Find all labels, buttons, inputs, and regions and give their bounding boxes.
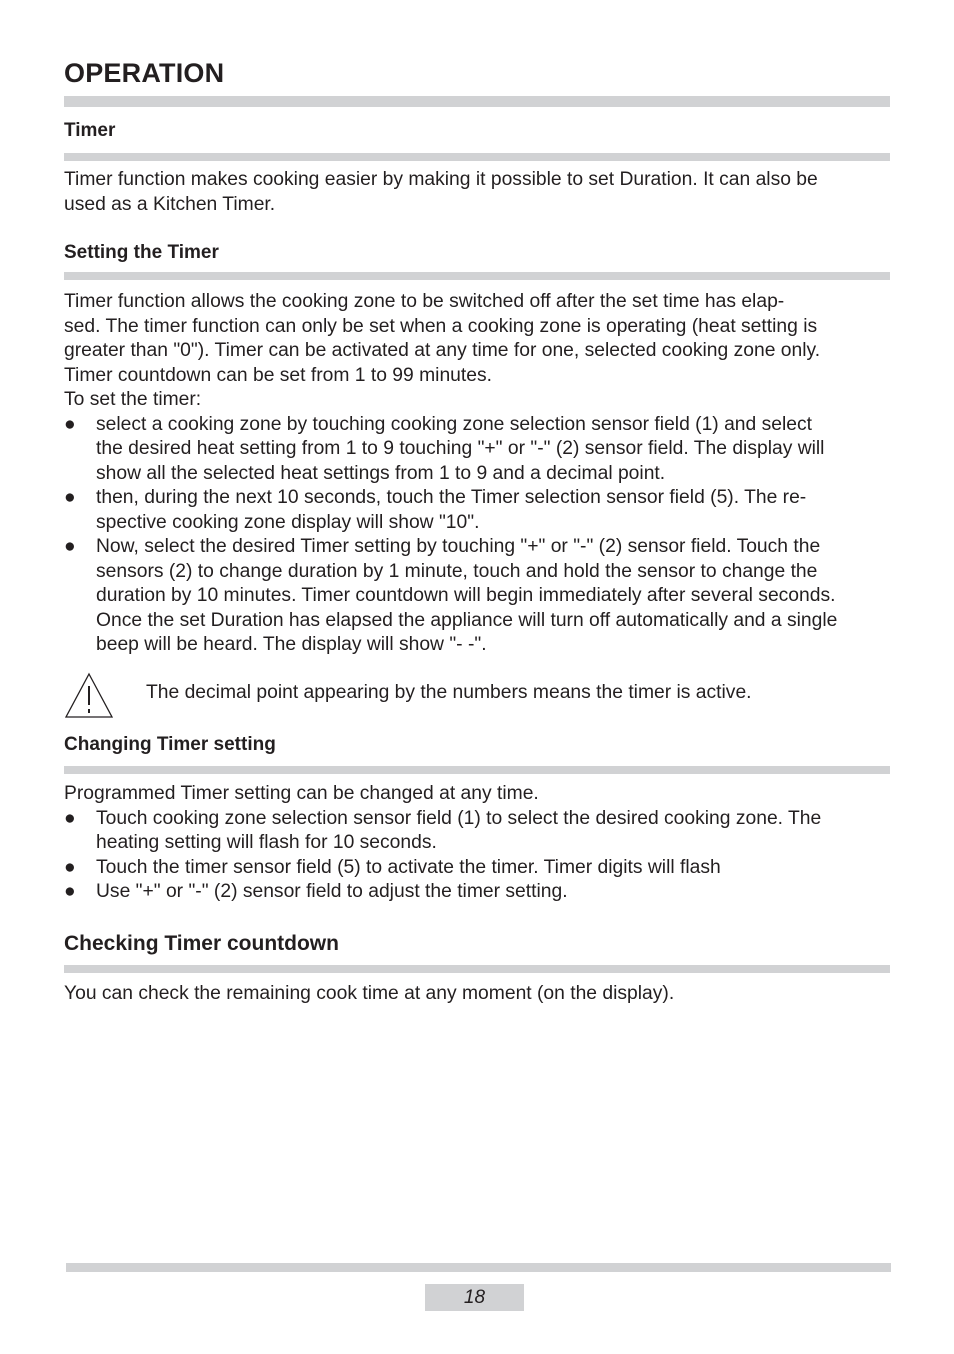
list-item [64,856,894,881]
bullet-icon: ● [64,536,76,557]
list-item [64,880,894,905]
timer-intro-paragraph [64,168,894,217]
text-line: duration by 10 minutes. Timer countdown will begin immediately after several seconds. [96,585,836,606]
text-line: Touch cooking zone selection sensor field (1) to select the desired cooking zone. The [96,807,822,829]
text-line: spective cooking zone display will show "10". [96,511,480,533]
text-line: Use "+" or "-" (2) sensor field to adjust the timer setting. [96,881,568,902]
list-item [64,486,894,535]
section-heading-checking-timer: Checking Timer countdown [64,932,339,955]
checking-timer-body [64,982,894,1007]
text-line: Timer countdown can be set from 1 to 99 minutes. [64,364,492,386]
bullet-icon: ● [64,881,76,902]
text-line: then, during the next 10 seconds, touch the Timer selection sensor field (5). The re- [96,487,807,508]
section-divider [64,766,890,774]
bullet-icon: ● [64,413,76,435]
setting-timer-body [64,290,894,658]
section-divider [64,153,890,161]
changing-timer-body [64,782,894,905]
section-heading-timer: Timer [64,120,116,141]
text-line: beep will be heard. The display will show "- -". [96,634,487,655]
bullet-icon: ● [64,487,76,508]
text-line: Touch the timer sensor field (5) to activate the timer. Timer digits will flash [96,856,721,878]
text-line: sed. The timer function can only be set when a cooking zone is operating (heat setting is [64,315,818,337]
text-line: Now, select the desired Timer setting by touching "+" or "-" (2) sensor field. Touch the [96,536,821,557]
text-line: Timer function makes cooking easier by making it possible to set Duration. It can also be [64,169,818,190]
page-title: OPERATION [64,58,225,88]
text-line: Programmed Timer setting can be changed at any time. [64,783,539,804]
title-divider [64,96,890,107]
text-line: show all the selected heat settings from 1 to 9 and a decimal point. [96,462,666,484]
section-heading-changing-timer: Changing Timer setting [64,734,276,755]
warning-note: The decimal point appearing by the numbers means the timer is active. [146,682,752,703]
text-line: used as a Kitchen Timer. [64,193,276,215]
page-number: 18 [425,1284,524,1311]
text-line: sensors (2) to change duration by 1 minute, touch and hold the sensor to change the [96,560,818,582]
bullet-icon: ● [64,807,76,829]
warning-triangle-icon [64,672,114,720]
text-line: Once the set Duration has elapsed the appliance will turn off automatically and a single [96,609,838,631]
list-item [64,807,894,856]
section-divider [64,272,890,280]
text-line: To set the timer: [64,389,202,410]
section-heading-setting-timer: Setting the Timer [64,242,219,263]
bullet-icon: ● [64,856,76,878]
text-line: You can check the remaining cook time at any moment (on the display). [64,983,675,1004]
text-line: heating setting will flash for 10 seconds. [96,832,437,853]
list-item [64,535,894,658]
footer-divider [66,1263,891,1272]
section-divider [64,965,890,973]
list-item [64,413,894,487]
text-line: the desired heat setting from 1 to 9 touching "+" or "-" (2) sensor field. The display will [96,438,825,459]
text-line: greater than "0"). Timer can be activated at any time for one, selected cooking zone only. [64,340,821,361]
text-line: Timer function allows the cooking zone to be switched off after the set time has elap- [64,291,785,312]
text-line: select a cooking zone by touching cooking zone selection sensor field (1) and select [96,413,812,435]
